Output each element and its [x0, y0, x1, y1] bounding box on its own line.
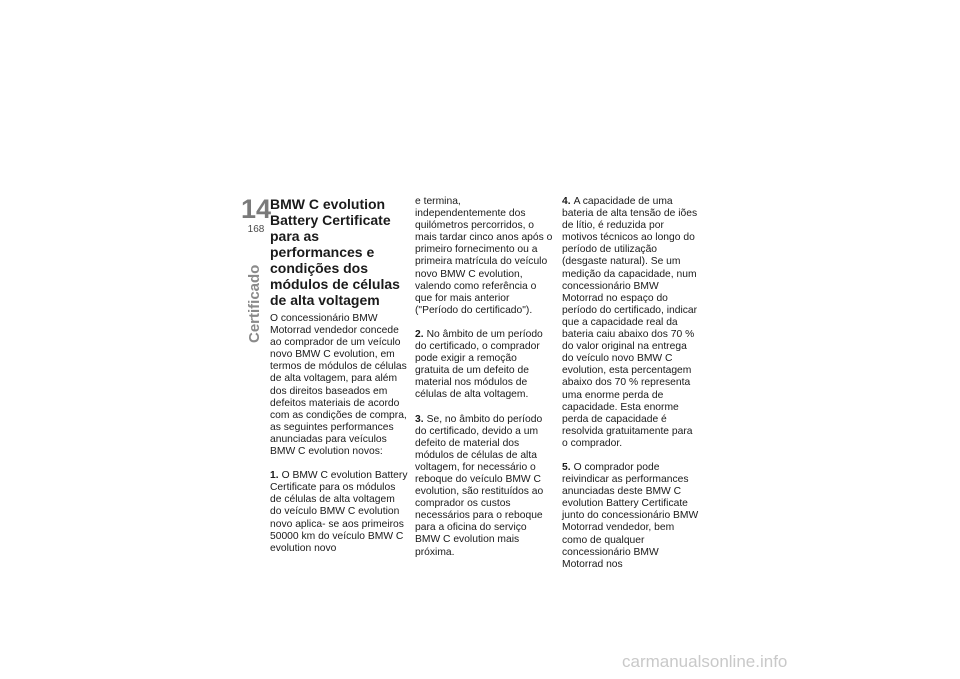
list-item-5	[562, 462, 700, 571]
watermark-text: carmanualsonline.info	[622, 652, 788, 671]
item-number: 5.	[562, 461, 571, 473]
list-item-1	[270, 470, 408, 555]
page-number: 168	[247, 224, 265, 235]
item-text: Se, no âmbito do período do certificado, devido a um defeito de material dos módulos de células de alta voltagem, for necessário o reboque do veículo BMW C evolution, são restituídos ao comprador os custos necessários para o reboque para a oficina do serviço BMW C evolution mais próxima.	[415, 413, 544, 558]
list-item-4	[562, 196, 700, 450]
list-item-2	[415, 329, 553, 402]
chapter-number: 14	[241, 194, 272, 224]
item-number: 4.	[562, 196, 571, 207]
intro-paragraph: O concessionário BMW Motorrad vendedor concede ao comprador de um veículo novo BMW C evolution, em termos de módulos de células de alta voltagem, para além dos direitos baseados em defeitos materiais de acordo com as condições de compra, as seguintes performances anunciadas para veículos BMW C evolution novos:	[270, 313, 407, 458]
item-text-part1: O BMW C evolution Battery Certificate para os módulos de células de alta voltagem do veículo BMW C evolution novo aplica- se aos primeiros 50000 km do veículo BMW C evolution novo	[270, 470, 408, 554]
section-side-title: Certificado	[246, 264, 263, 343]
item-number: 3.	[415, 413, 424, 425]
item-text: O comprador pode reivindicar as performances anunciadas deste BMW C evolution Battery Certificate junto do concessionário BMW Motorrad vendedor, bem como de qualquer concessionário BMW Motorrad nos	[562, 461, 699, 570]
list-item-1-continued: e termina, independentemente dos quilómetros percorridos, o mais tardar cinco anos após o primeiro fornecimento ou a primeira matrícula do veículo novo BMW C evolution, valendo como referência o que for mais anterior ("Período do certificado").	[415, 196, 553, 316]
list-item-3	[415, 414, 553, 559]
item-text: A capacidade de uma bateria de alta tensão de iões de lítio, é reduzida por motivos técnicos ao longo do período de utilização (desgaste natural). Se um medição da capacidade, num concessionário BMW Motorrad no espaço do período do certificado, indicar que a capacidade real da bateria caiu abaixo dos 70 % do valor original na entrega do veículo novo BMW C evolution, esta percentagem abaixo dos 70 % representa uma enorme perda de capacidade. Esta enorme perda de capacidade é resolvida gratuitamente para o comprador.	[562, 196, 698, 449]
column-3	[562, 196, 700, 583]
item-number: 1.	[270, 470, 279, 482]
item-text: No âmbito de um período do certificado, o comprador pode exigir a remoção gratuita de um defeito de material nos módulos de células de alta voltagem.	[415, 328, 543, 401]
item-number: 2.	[415, 328, 424, 340]
page-heading: BMW C evolution Battery Certificate para as performances e condições dos módulos de células de alta voltagem	[270, 196, 400, 308]
column-1	[270, 196, 408, 567]
column-2	[415, 196, 553, 571]
